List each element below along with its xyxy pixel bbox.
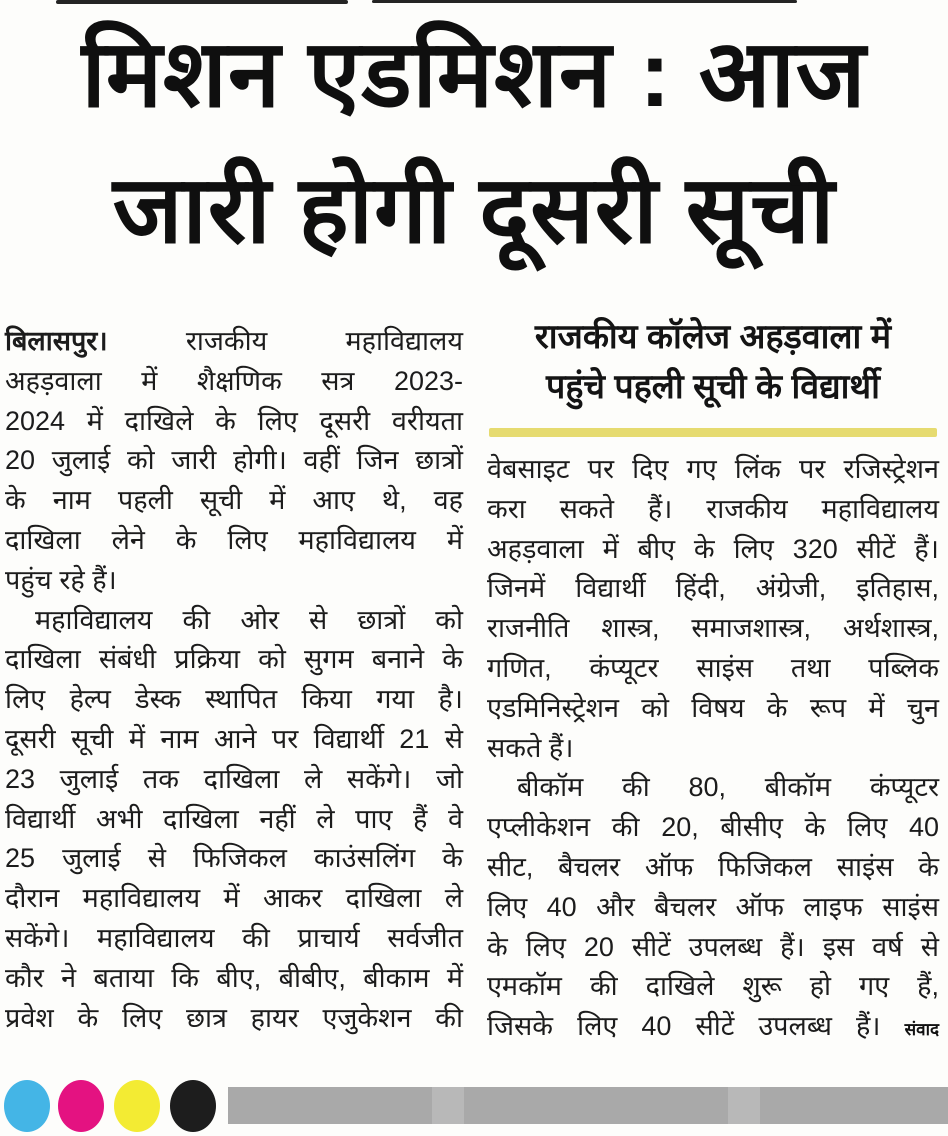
headline-line-2: जारी होगी दूसरी सूची [112, 157, 836, 262]
body-line [487, 1007, 939, 1050]
body-line: अहड़वाला में बीए के लिए 320 सीटें हैं। [487, 533, 939, 564]
byline: संवाद [904, 1020, 939, 1040]
body-line: सीट, बैचलर ऑफ फिजिकल साइंस के [487, 851, 939, 882]
body-line: 25 जुलाई से फिजिकल काउंसलिंग के [5, 843, 463, 874]
gray-bar-segment [728, 1087, 760, 1124]
black-registration-dot [170, 1080, 216, 1132]
body-line-text: जिसके लिए 40 सीटें उपलब्ध हैं। [487, 1011, 881, 1042]
body-line: दाखिला संबंधी प्रक्रिया को सुगम बनाने के [5, 644, 463, 675]
body-line: एप्लीकेशन की 20, बीसीए के लिए 40 [487, 812, 939, 843]
body-line: विद्यार्थी अभी दाखिला नहीं ले पाए हैं वे [5, 803, 463, 834]
right-column-body [487, 450, 939, 1050]
body-line: जिनमें विद्यार्थी हिंदी, अंग्रेजी, इतिहास, [487, 573, 939, 604]
yellow-divider [489, 428, 937, 437]
body-line: राजनीति शास्त्र, समाजशास्त्र, अर्थशास्त्र, [487, 613, 939, 644]
body-line: पहुंच रहे हैं। [5, 564, 117, 595]
print-registration-strip [0, 1079, 948, 1136]
body-line: 20 जुलाई को जारी होगी। वहीं जिन छात्रों [5, 445, 463, 476]
body-line: सकेंगे। महाविद्यालय की प्राचार्य सर्वजीत [5, 922, 463, 953]
body-line: दाखिला लेने के लिए महाविद्यालय में [5, 524, 463, 555]
body-line: के नाम पहली सूची में आए थे, वह [5, 485, 463, 516]
body-line: 2024 में दाखिले के लिए दूसरी वरीयता [5, 405, 463, 436]
left-column [5, 322, 463, 1038]
body-line: 23 जुलाई तक दाखिला ले सकेंगे। जो [5, 763, 463, 794]
cyan-registration-dot [4, 1080, 50, 1132]
gray-scanner-bar [228, 1087, 948, 1124]
body-line: महाविद्यालय की ओर से छात्रों को [35, 604, 463, 635]
body-line: करा सकते हैं। राजकीय महाविद्यालय [487, 493, 939, 524]
yellow-registration-dot [114, 1080, 160, 1132]
body-line: एमकॉम की दाखिले शुरू हो गए हैं, [487, 971, 939, 1002]
body-line: दूसरी सूची में नाम आने पर विद्यार्थी 21 से [5, 723, 463, 754]
right-column [487, 312, 939, 1050]
dateline: बिलासपुर। [5, 326, 108, 356]
body-line: बीकॉम की 80, बीकॉम कंप्यूटर [517, 772, 939, 803]
body-line: दौरान महाविद्यालय में आकर दाखिला ले [5, 883, 463, 914]
gray-bar-segment [432, 1087, 464, 1124]
crop-artifact [372, 0, 797, 3]
body-line: प्रवेश के लिए छात्र हायर एजुकेशन की [5, 1002, 463, 1033]
body-line: के लिए 20 सीटें उपलब्ध हैं। इस वर्ष से [487, 931, 939, 962]
headline [0, 6, 948, 278]
body-line: वेबसाइट पर दिए गए लिंक पर रजिस्ट्रेशन [487, 454, 939, 484]
body-line: अहड़वाला में शैक्षणिक सत्र 2023- [5, 365, 463, 396]
body-line [5, 322, 463, 362]
magenta-registration-dot [58, 1080, 104, 1132]
body-line: सकते हैं। [487, 732, 574, 763]
body-line-text: राजकीय महाविद्यालय [185, 326, 463, 356]
body-line: एडमिनिस्ट्रेशन को विषय के रूप में चुन [487, 692, 939, 723]
body-line: कौर ने बताया कि बीए, बीबीए, बीकाम में [5, 962, 463, 993]
subhead-line-1: राजकीय कॉलेज अहड़वाला में [534, 318, 892, 356]
body-line: लिए 40 और बैचलर ऑफ लाइफ साइंस [487, 891, 939, 922]
body-line: गणित, कंप्यूटर साइंस तथा पब्लिक [487, 652, 939, 683]
body-line: लिए हेल्प डेस्क स्थापित किया गया है। [5, 684, 463, 715]
subheadline [487, 312, 939, 412]
subhead-line-2: पहुंचे पहली सूची के विद्यार्थी [546, 368, 880, 406]
crop-artifact [56, 0, 348, 4]
headline-line-1: मिशन एडमिशन : आज [81, 21, 867, 126]
